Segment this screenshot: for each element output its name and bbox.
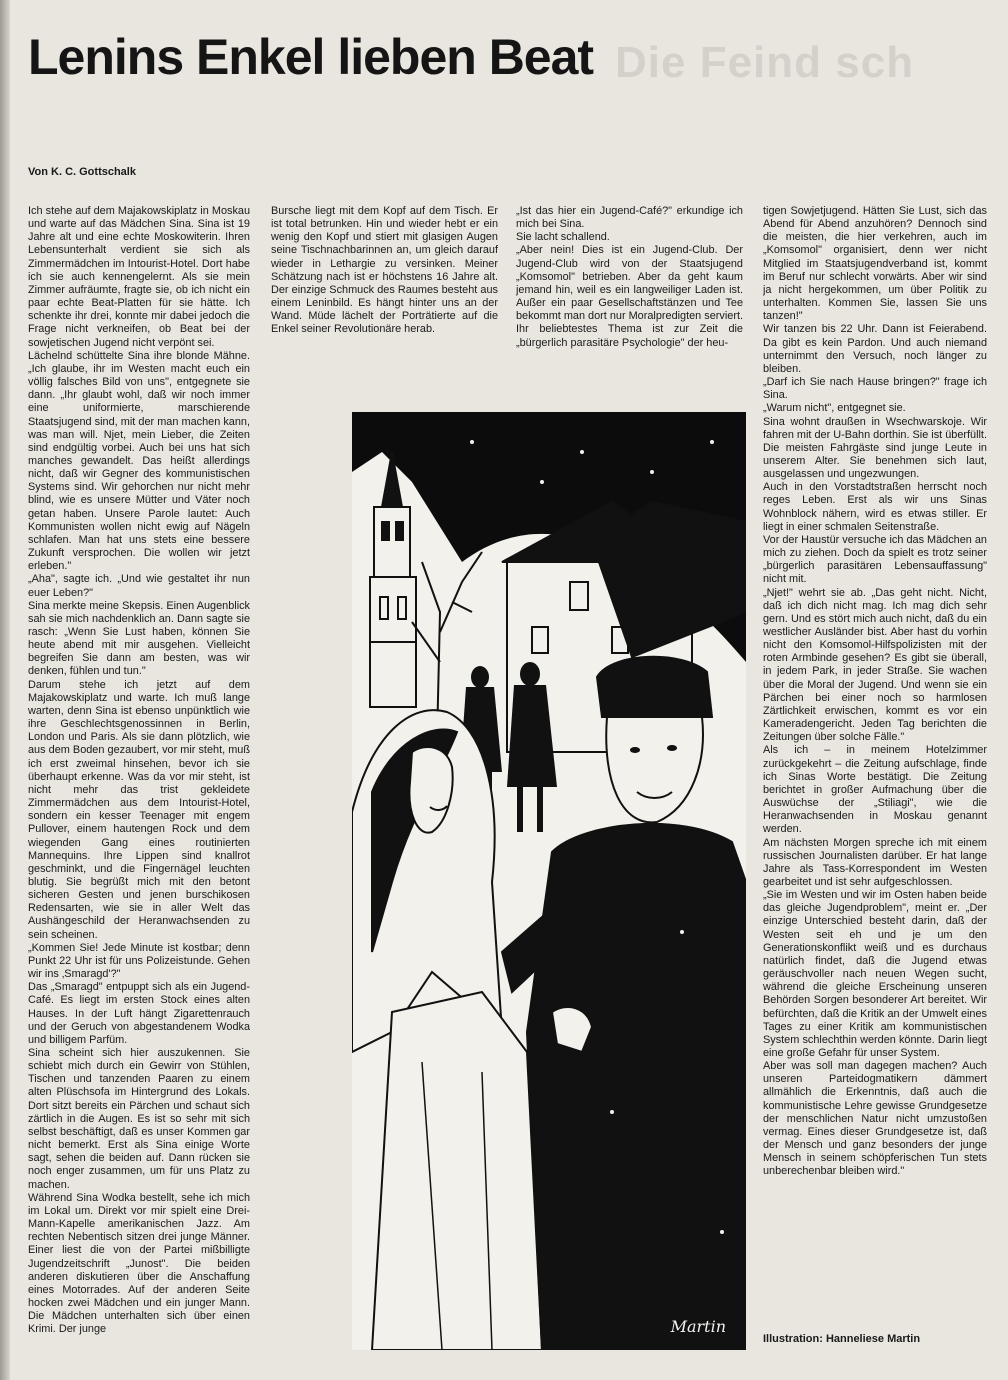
paragraph: „Darf ich Sie nach Hause bringen?" frage ich Sina. (763, 376, 987, 402)
church-tower (370, 452, 416, 707)
paragraph: Sina scheint sich hier auszukennen. Sie schiebt mich durch ein Gewirr von Stühlen, Tischen und tanzenden Paaren zu einem alten Plüschsofa im Hintergrund des Lokals. Dort sitzt bereits ein Pärchen und schaut sich zärtlich in die Augen. Es ist so sehr mit sich selbst beschäftigt, daß es unser Kommen gar nicht bemerkt. Erst als Sina einige Worte sagt, sehen die beiden auf. Dann rücken sie noch enger zusammen, um für uns Platz zu machen. (28, 1047, 250, 1191)
illustration-credit: Illustration: Hanneliese Martin (763, 1333, 921, 1345)
paragraph: „Kommen Sie! Jede Minute ist kostbar; denn Punkt 22 Uhr ist für uns Polizeistunde. Gehen wir ins ‚Smaragd'?" (28, 941, 250, 981)
paragraph: Sie lacht schallend. (516, 231, 610, 244)
byline: Von K. C. Gottschalk (28, 166, 136, 178)
text-column-1 (28, 205, 250, 1353)
paragraph: „Aha", sagte ich. „Und wie gestaltet ihr nun euer Leben?" (28, 573, 250, 599)
illustration-drawing (352, 412, 746, 1350)
paragraph: Bursche liegt mit dem Kopf auf dem Tisch. Er ist total betrunken. Hin und wieder hebt er ein wenig den Kopf und stiert mit glasigen Augen seine Tischnachbarinnen an, um gleich darauf wieder in Lethargie zu versinken. Meiner Schätzung nach ist er höchstens 16 Jahre alt. Der einzige Schmuck des Raumes besteht aus einem Leninbild. Es hängt hinter uns an der Wand. Müde lächelt der Porträtierte auf die Enkel seiner Revolutionäre herab. (271, 205, 498, 336)
paragraph: Lächelnd schüttelte Sina ihre blonde Mähne. „Ich glaube, ihr im Westen macht euch ein völlig falsches Bild von uns", entgegnete sie dann. „Ihr glaubt wohl, daß wir noch immer eine uniformierte, marschierende Staatsjugend sind, mit der man machen kann, was man will. Njet, mein Lieber, die Zeiten sind endgültig vorbei. Auch bei uns hat sich manches gewandelt. Das heißt allerdings nicht, daß wir Gegner des kommunistischen Systems sind. Wir gehorchen nur nicht mehr blind, wie es unsere Mütter und Väter noch getan haben. Unsere Parole lautet: Auch Kommunisten wollen nicht ewig auf Nägeln schlafen. Man hat uns stets eine bessere Zukunft versprochen. Die wollen wir jetzt erleben." (28, 349, 250, 573)
paragraph: „Aber nein! Dies ist ein Jugend-Club. Der Jugend-Club wird von der Staatsjugend „Komsomol" betrieben. Aber da geht kaum jemand hin, weil es ein langweiliger Laden ist. Außer ein paar Gesellschaftstänzen und Tee bekommt man dort nur Moralpredigten serviert. Ihr beliebtestes Thema ist zur Zeit die „bürgerlich parasitäre Psychologie" der heu- (516, 244, 743, 349)
paragraph: tigen Sowjetjugend. Hätten Sie Lust, sich das Abend für Abend anzuhören? Dennoch sind die meisten, die hier verkehren, auch im „Komsomol" organisiert, denn wer nicht Mitglied im Staatsjugendverband ist, kommt im Beruf nur schlecht vorwärts. Aber wir sind ja nicht hergekommen, um über Politik zu unterhalten. Kommen Sie, lassen Sie uns tanzen!" (763, 205, 987, 323)
paragraph: „Njet!" wehrt sie ab. „Das geht nicht. Nicht, daß ich dich nicht mag. Ich mag dich sehr gern. Und es stört mich auch nicht, daß du ein westlicher Ausländer bist. Aber hast du vorhin nicht den Komsomol-Hilfspolizisten mit der roten Armbinde gesehen? Es gibt sie überall, in jedem Park, in jeder Straße. Sie wachen über die Moral der Jugend. Und wenn sie ein Pärchen bei einer noch so harmlosen Zärtlichkeit erwischen, kommt es vor ein Kameradengericht. Jeden Tag berichten die Zeitungen über solche Fälle." (763, 586, 987, 744)
woman-figure (352, 710, 542, 1350)
text-column-4 (763, 205, 987, 1235)
paragraph: Darum stehe ich jetzt auf dem Majakowskiplatz und warte. Ich muß lange warten, denn Sina ist ebenso unpünktlich wie ihre Geschlechtsgenossinnen in Berlin, London und Paris. Als sie dann plötzlich, wie aus dem Boden gezaubert, vor mir steht, muß ich erst zweimal hinsehen, bevor ich sie überhaupt erkenne. Was da vor mir steht, ist nicht mehr das trist gekleidete Zimmermädchen aus dem Intourist-Hotel, sondern ein kesser Teenager mit engem Pullover, einem hautengen Rock und dem wiegenden Gang eines routinierten Mannequins. Ihre Lippen sind knallrot geschminkt, und die Fingernägel leuchten blutig. Sie begrüßt mich mit den betont sicheren Gesten und jenen burschikosen Redensarten, wie sie in aller Welt das Aushängeschild der Heranwachsenden zu sein scheinen. (28, 678, 250, 941)
paragraph: „Sie im Westen und wir im Osten haben beide das gleiche Jugendproblem", meint er. „Der einzige Unterschied besteht darin, daß der Westen seit eh und je um den Generationskonflikt weiß und es durchaus natürlich findet, daß die Jugend etwas geräuschvoller nach neuen Wegen sucht, während die gleiche Erscheinung unseren Behörden Sorgen besonderer Art bereitet. Wir befürchten, daß die Kritik an der Umwelt eines Tages zu einer Kritik am kommunistischen System schlechthin werden könnte. Darin liegt eine große Gefahr für unser System. (763, 889, 987, 1059)
paragraph: Ich stehe auf dem Majakowskiplatz in Moskau und warte auf das Mädchen Sina. Sina ist 19 Jahre alt und eine echte Moskowiterin. Ihren Lebensunterhalt verdient sie sich als Zimmermädchen im Intourist-Hotel. Dort habe ich sie auch kennengelernt. Als sie mein Zimmer aufräumte, fragte sie, ob ich nicht ein paar echte Beat-Platten für sie hätte. Ich schenkte ihr drei, konnte mir dabei jedoch die Frage nicht verkneifen, ob Beat bei der sowjetischen Jugend nicht verpönt sei. (28, 205, 250, 349)
facing-page-ghost-title: Die Feind sch (615, 38, 915, 87)
paragraph: „Ist das hier ein Jugend-Café?" erkundige ich mich bei Sina. (516, 205, 743, 231)
paragraph: Als ich – in meinem Hotelzimmer zurückgekehrt – die Zeitung aufschlage, finde ich Sinas Worte bestätigt. Die Zeitung berichtet in großer Aufmachung über die Auswüchse der „Stiliagi", wie die Heranwachsenden in Moskau genannt werden. (763, 744, 987, 836)
paragraph: Auch in den Vorstadtstraßen herrscht noch reges Leben. Erst als wir uns Sinas Wohnblock nähern, wird es etwas stiller. Er liegt in einer schmalen Seitenstraße. (763, 481, 987, 533)
paragraph: Aber was soll man dagegen machen? Auch unseren Parteidogmatikern dämmert allmählich die Erkenntnis, daß auch die kommunistische Lehre gewisse Grundgesetze der menschlichen Natur nicht umzustoßen vermag. Eines dieser Grundgesetze ist, daß der Mensch und ganz besonders der junge Mensch in seinem schöpferischen Tun stets unberechenbar bleiben wird." (763, 1060, 987, 1178)
paragraph: Am nächsten Morgen spreche ich mit einem russischen Journalisten darüber. Er hat lange Jahre als Tass-Korrespondent im Westen gearbeitet und ist sehr aufgeschlossen. (763, 836, 987, 888)
paragraph: „Warum nicht", entgegnet sie. (763, 402, 906, 415)
paragraph: Wir tanzen bis 22 Uhr. Dann ist Feierabend. Da gibt es kein Pardon. Und auch niemand unternimmt den Versuch, noch länger zu bleiben. (763, 323, 987, 375)
paragraph: Sina wohnt draußen in Wsechwarskoje. Wir fahren mit der U-Bahn dorthin. Sie ist überfüllt. Die meisten Fahrgäste sind junge Leute in unserem Alter. Sie benehmen sich laut, ausgelassen und ungezwungen. (763, 415, 987, 481)
text-column-2 (271, 205, 498, 365)
paragraph: Vor der Haustür versuche ich das Mädchen an mich zu ziehen. Doch da spielt es trotz seiner „bürgerlich parasitären Lebensauffassung" nicht mit. (763, 533, 987, 586)
paragraph: Das „Smaragd" entpuppt sich als ein Jugend-Café. Es liegt im ersten Stock eines alten Hauses. In der Luft hängt Zigarettenrauch und der Geruch von abgestandenem Wodka und billigem Parfüm. (28, 981, 250, 1046)
text-column-3 (516, 205, 743, 365)
page-binding-edge (0, 0, 10, 1380)
paragraph: Sina merkte meine Skepsis. Einen Augenblick sah sie mich nachdenklich an. Dann sagte sie rasch: „Wenn Sie Lust haben, können Sie heute abend mit mir ausgehen. Vielleicht begreifen Sie dann am besten, was wir denken, fühlen und tun." (28, 599, 250, 678)
article-title: Lenins Enkel lieben Beat (28, 29, 594, 85)
artist-signature: Martin (670, 1317, 726, 1336)
paragraph: Während Sina Wodka bestellt, sehe ich mich im Lokal um. Direkt vor mir spielt eine Drei-Mann-Kapelle amerikanischen Jazz. Am rechten Nebentisch sitzen drei junge Männer. Einer liest die von der Partei mißbilligte Jugendzeitschrift „Junost". Die beiden anderen diskutieren über die Anschaffung eines Motorrades. Auf der anderen Seite hocken zwei Mädchen und ein junger Mann. Die Mädchen unterhalten sich über einen Krimi. Der junge (28, 1191, 250, 1336)
ink-illustration-couple (352, 412, 746, 1350)
